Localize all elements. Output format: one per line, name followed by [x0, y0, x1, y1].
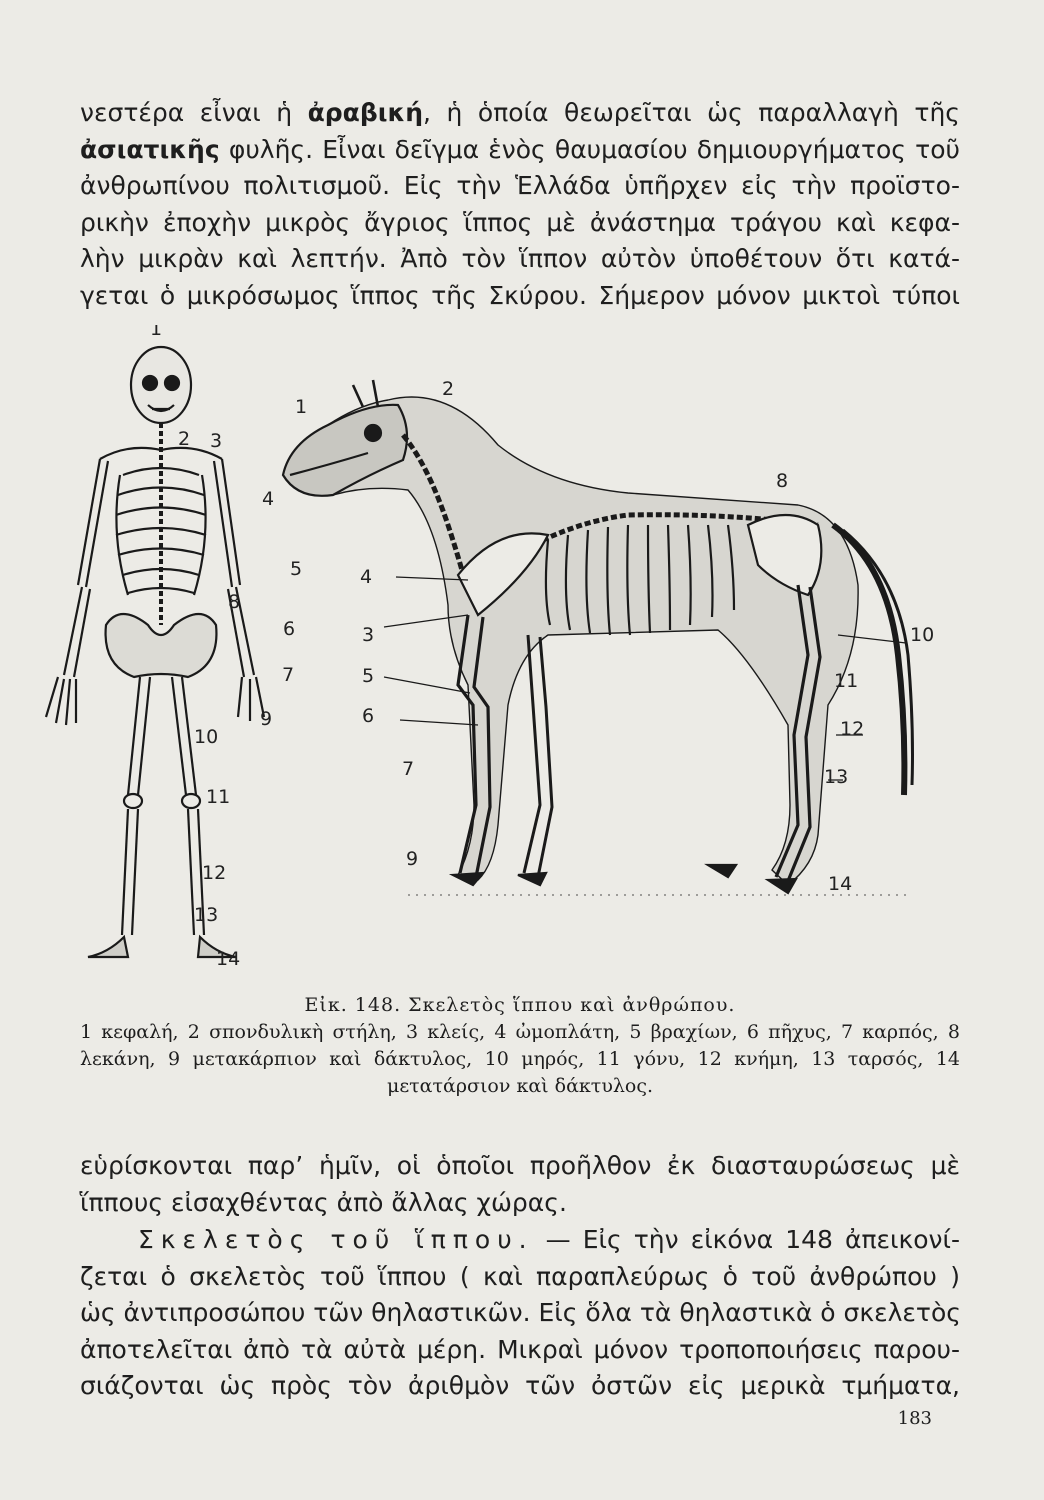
text-line: ὡς ἀντιπροσώπου τῶν θηλαστικῶν. Εἰς ὅλα τὰ θηλαστικὰ ὁ σκελετὸς	[80, 1298, 961, 1327]
horse-label-9: 9	[406, 848, 419, 870]
human-label-14: 14	[216, 948, 241, 970]
human-label-13: 13	[194, 904, 219, 926]
human-label-9: 9	[260, 708, 273, 730]
human-label-11: 11	[206, 786, 231, 808]
human-label-7: 7	[282, 664, 295, 686]
text-line: ἀποτελεῖται ἀπὸ τὰ αὐτὰ μέρη. Μικραὶ μόνον τροποποιήσεις παρου-	[80, 1334, 960, 1364]
horse-label-1: 1	[295, 396, 308, 418]
figure-caption	[80, 992, 960, 1100]
horse-label-6: 6	[362, 705, 375, 727]
horse-label-10: 10	[910, 624, 935, 646]
human-label-10: 10	[194, 726, 219, 748]
text-line: ἀνθρωπίνου πολιτισμοῦ. Εἰς τὴν Ἑλλάδα ὑπῆρχεν εἰς τὴν προϊστο-	[80, 171, 960, 200]
horse-label-7: 7	[402, 758, 415, 780]
text-line: Σκελετὸς τοῦ ἵππου. — Εἰς τὴν εἰκόνα 148 ἀπεικονί-	[138, 1225, 960, 1254]
skeleton-figure	[28, 325, 978, 990]
human-label-6: 6	[283, 618, 296, 640]
bottom-paragraph-1	[80, 1148, 960, 1221]
human-label-1: 1	[150, 325, 163, 340]
page-number: 183	[897, 1408, 932, 1429]
top-paragraph	[80, 95, 960, 314]
caption-title: Εἰκ. 148. Σκελετὸς ἵππου καὶ ἀνθρώπου.	[304, 994, 736, 1016]
human-label-4: 4	[262, 488, 275, 510]
text-line: σιάζονται ὡς πρὸς τὸν ἀριθμὸν τῶν ὀστῶν εἰς μερικὰ τμήματα,	[80, 1371, 960, 1400]
bottom-paragraph-2	[80, 1222, 960, 1405]
text-line: λὴν μικρὰν καὶ λεπτήν. Ἀπὸ τὸν ἵππον αὐτὸν ὑποθέτουν ὅτι κατά-	[80, 244, 960, 273]
human-skeleton	[46, 347, 264, 957]
text-line: ἀσιατικῆς φυλῆς. Εἶναι δεῖγμα ἑνὸς θαυμασίου δημιουργήματος τοῦ	[80, 134, 960, 164]
horse-label-8: 8	[776, 470, 789, 492]
text-line: νεστέρα εἶναι ἡ ἀραβική, ἡ ὁποία θεωρεῖται ὡς παραλλαγὴ τῆς	[80, 98, 960, 127]
horse-label-14: 14	[828, 873, 853, 895]
skeleton-illustration	[28, 325, 978, 990]
horse-label-11: 11	[834, 670, 859, 692]
text-line: γεται ὁ μικρόσωμος ἵππος τῆς Σκύρου. Σήμερον μόνον μικτοὶ τύποι	[80, 280, 960, 310]
caption-legend: 1 κεφαλή, 2 σπονδυλικὴ στήλη, 3 κλείς, 4 ὠμοπλάτη, 5 βραχίων, 6 πῆχυς, 7 καρπός, 8 λεκάνη, 9 μετακάρπιον καὶ δάκτυλος, 10 μηρός, 11 γόνυ, 12 κνήμη, 13 ταρσός, 14 μετατάρσιον καὶ δάκτυλος.	[80, 1021, 960, 1097]
human-label-12: 12	[202, 862, 227, 884]
text-line: ἵππους εἰσαχθέντας ἀπὸ ἄλλας χώρας.	[80, 1187, 567, 1217]
horse-label-2: 2	[442, 378, 455, 400]
horse-label-12: 12	[840, 718, 865, 740]
text-line: ρικὴν ἐποχὴν μικρὸς ἄγριος ἵππος μὲ ἀνάστημα τράγου καὶ κεφα-	[80, 207, 960, 237]
horse-skeleton	[283, 380, 913, 895]
human-label-8: 8	[228, 591, 241, 613]
text-line: ζεται ὁ σκελετὸς τοῦ ἵππου ( καὶ παραπλεύρως ὁ τοῦ ἀνθρώπου )	[80, 1261, 960, 1291]
horse-label-4: 4	[360, 566, 373, 588]
section-heading: Σκελετὸς τοῦ ἵππου.	[138, 1225, 534, 1254]
human-label-3: 3	[210, 430, 223, 452]
horse-label-13: 13	[824, 766, 849, 788]
horse-label-5: 5	[362, 665, 375, 687]
horse-label-3: 3	[362, 624, 375, 646]
text-line: εὑρίσκονται παρ’ ἡμῖν, οἱ ὁποῖοι προῆλθον ἐκ διασταυρώσεως μὲ	[80, 1151, 960, 1180]
human-label-5: 5	[290, 558, 303, 580]
human-label-2: 2	[178, 428, 191, 450]
